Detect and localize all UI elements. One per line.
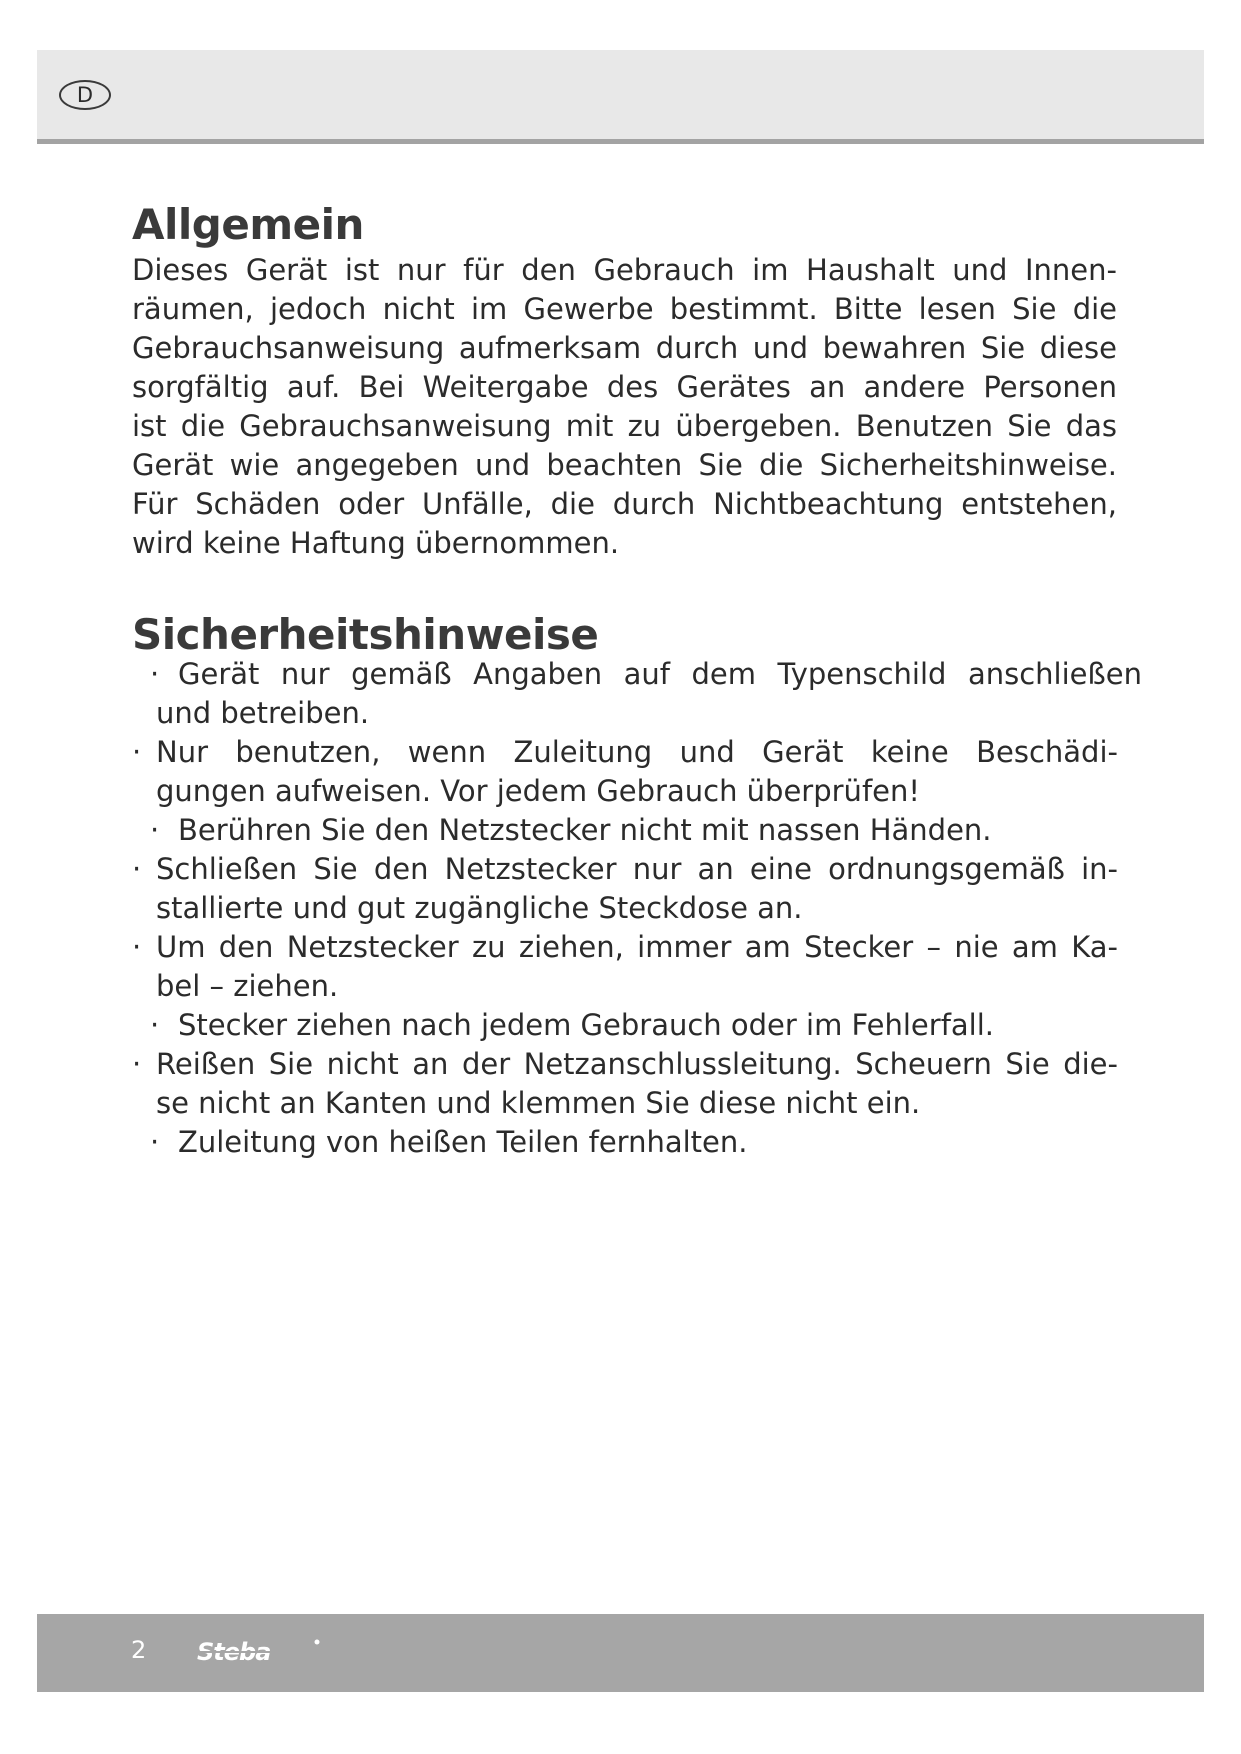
bullet-dot: · (150, 1008, 160, 1042)
bullet-dot: · (150, 813, 160, 847)
paragraph-line: Für Schäden oder Unfälle, die durch Nichtbeachtung entstehen, (132, 487, 1117, 521)
list-item (132, 850, 1142, 928)
list-item-line: Berühren Sie den Netzstecker nicht mit nassen Händen. (178, 813, 992, 847)
bullet-dot: · (132, 852, 142, 886)
list-item-line: stallierte und gut zugängliche Steckdose an. (156, 891, 803, 925)
list-item-line: Stecker ziehen nach jedem Gebrauch oder im Fehlerfall. (178, 1008, 995, 1042)
footer-band (37, 1614, 1204, 1692)
list-item (132, 928, 1142, 1006)
bullet-dot: · (132, 930, 142, 964)
list-item-line: Schließen Sie den Netzstecker nur an eine ordnungsgemäß in- (156, 852, 1118, 886)
list-item-line: bel – ziehen. (156, 969, 339, 1003)
bullet-dot: · (150, 657, 160, 691)
section-title-general: Allgemein (132, 200, 364, 249)
list-item-line: se nicht an Kanten und klemmen Sie diese nicht ein. (156, 1086, 921, 1120)
list-item-line: und betreiben. (156, 696, 370, 730)
safety-list (132, 655, 1142, 1162)
section-title-safety: Sicherheitshinweise (132, 610, 599, 659)
list-item-line: Reißen Sie nicht an der Netzanschlussleitung. Scheuern Sie die- (156, 1047, 1118, 1081)
bullet-dot: · (132, 735, 142, 769)
page-number: 2 (131, 1636, 147, 1664)
list-item (132, 655, 1142, 733)
bullet-dot: · (150, 1125, 160, 1159)
steba-logo (195, 1632, 325, 1672)
list-item-line: gungen aufweisen. Vor jedem Gebrauch überprüfen! (156, 774, 920, 808)
list-item (132, 1123, 1142, 1162)
paragraph-line: Gebrauchsanweisung aufmerksam durch und bewahren Sie diese (132, 331, 1117, 365)
paragraph-line: räumen, jedoch nicht im Gewerbe bestimmt. Bitte lesen Sie die (132, 292, 1117, 326)
list-item (132, 1045, 1142, 1123)
paragraph-line: ist die Gebrauchsanweisung mit zu übergeben. Benutzen Sie das (132, 409, 1117, 443)
list-item (132, 1006, 1142, 1045)
list-item (132, 733, 1142, 811)
general-paragraph (132, 251, 1117, 563)
paragraph-line: Dieses Gerät ist nur für den Gebrauch im Haushalt und Innen- (132, 253, 1117, 287)
bullet-dot: · (132, 1047, 142, 1081)
paragraph-line: sorgfältig auf. Bei Weitergabe des Gerätes an andere Personen (132, 370, 1117, 404)
list-item-line: Zuleitung von heißen Teilen fernhalten. (178, 1125, 748, 1159)
paragraph-line: wird keine Haftung übernommen. (132, 526, 620, 560)
list-item-line: Nur benutzen, wenn Zuleitung und Gerät keine Beschädi- (156, 735, 1118, 769)
paragraph-line: Gerät wie angegeben und beachten Sie die Sicherheitshinweise. (132, 448, 1117, 482)
list-item (132, 811, 1142, 850)
brand-wordmark: Steba (197, 1638, 271, 1666)
language-badge: D (59, 80, 111, 110)
list-item-line: Gerät nur gemäß Angaben auf dem Typenschild anschließen (178, 657, 1142, 691)
header-band (37, 50, 1204, 144)
list-item-line: Um den Netzstecker zu ziehen, immer am Stecker – nie am Ka- (156, 930, 1118, 964)
